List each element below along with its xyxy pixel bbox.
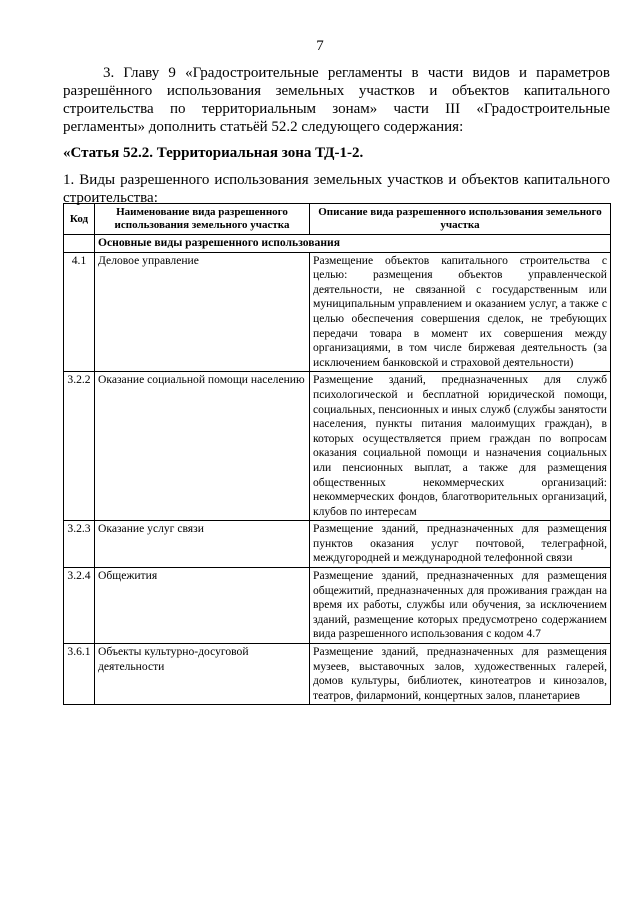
- row-code: 3.2.2: [64, 372, 95, 521]
- article-heading: «Статья 52.2. Территориальная зона ТД-1-2.: [63, 145, 364, 161]
- row-name: Общежития: [95, 568, 310, 644]
- table-header-row: [64, 204, 611, 235]
- section-paragraph: 1. Виды разрешенного использования земельных участков и объектов капитального строительства:: [63, 172, 610, 206]
- land-use-table: [63, 203, 611, 705]
- table-row: [64, 252, 611, 372]
- header-name: Наименование вида разрешенного использования земельного участка: [95, 204, 310, 235]
- header-description: Описание вида разрешенного использования земельного участка: [310, 204, 611, 235]
- row-description: Размещение объектов капитального строительства с целью: размещения объектов управленческой деятельности, не связанной с государственным или муниципальным управлением и оказанием услуг, а также с целью обеспечения совершения сделок, не требующих передачи товара в момент их совершения между организациями, в том числе биржевая деятельность (за исключением банковской и страховой деятельности): [310, 252, 611, 372]
- section-title: Основные виды разрешенного использования: [95, 235, 611, 253]
- row-code: 3.2.4: [64, 568, 95, 644]
- table-row: [64, 644, 611, 705]
- row-name: Оказание услуг связи: [95, 521, 310, 568]
- intro-paragraph: 3. Главу 9 «Градостроительные регламенты в части видов и параметров разрешённого использования земельных участков и объектов капитального строительства по территориальным зонам» части III «Градостроительные регламенты» дополнить статьёй 52.2 следующего содержания:: [63, 65, 610, 135]
- row-name: Деловое управление: [95, 252, 310, 372]
- row-name: Объекты культурно-досуговой деятельности: [95, 644, 310, 705]
- header-code: Код: [64, 204, 95, 235]
- table-section-row: [64, 235, 611, 253]
- row-code: 3.2.3: [64, 521, 95, 568]
- row-description: Размещение зданий, предназначенных для размещения общежитий, предназначенных для проживания граждан на время их работы, службы или обучения, за исключением зданий, размещение которых предусмотрено содержанием вида разрешенного использования с кодом 4.7: [310, 568, 611, 644]
- row-description: Размещение зданий, предназначенных для размещения музеев, выставочных залов, художественных галерей, домов культуры, библиотек, кинотеатров и кинозалов, театров, филармоний, концертных залов, планетариев: [310, 644, 611, 705]
- row-code: 3.6.1: [64, 644, 95, 705]
- row-description: Размещение зданий, предназначенных для служб психологической и бесплатной юридической помощи, социальных, пенсионных и иных служб (службы занятости населения, пункты питания малоимущих граждан), в которых осуществляется прием граждан по вопросам оказания социальной помощи и назначения социальных или пенсионных выплат, а также для размещения общественных некоммерческих организаций: некоммерческих фондов, благотворительных организаций, клубов по интересам: [310, 372, 611, 521]
- page-number: 7: [316, 38, 324, 54]
- table-row: [64, 521, 611, 568]
- row-code: 4.1: [64, 252, 95, 372]
- row-name: Оказание социальной помощи населению: [95, 372, 310, 521]
- table-row: [64, 568, 611, 644]
- row-description: Размещение зданий, предназначенных для размещения пунктов оказания услуг почтовой, телеграфной, междугородней и международной телефонной связи: [310, 521, 611, 568]
- table-row: [64, 372, 611, 521]
